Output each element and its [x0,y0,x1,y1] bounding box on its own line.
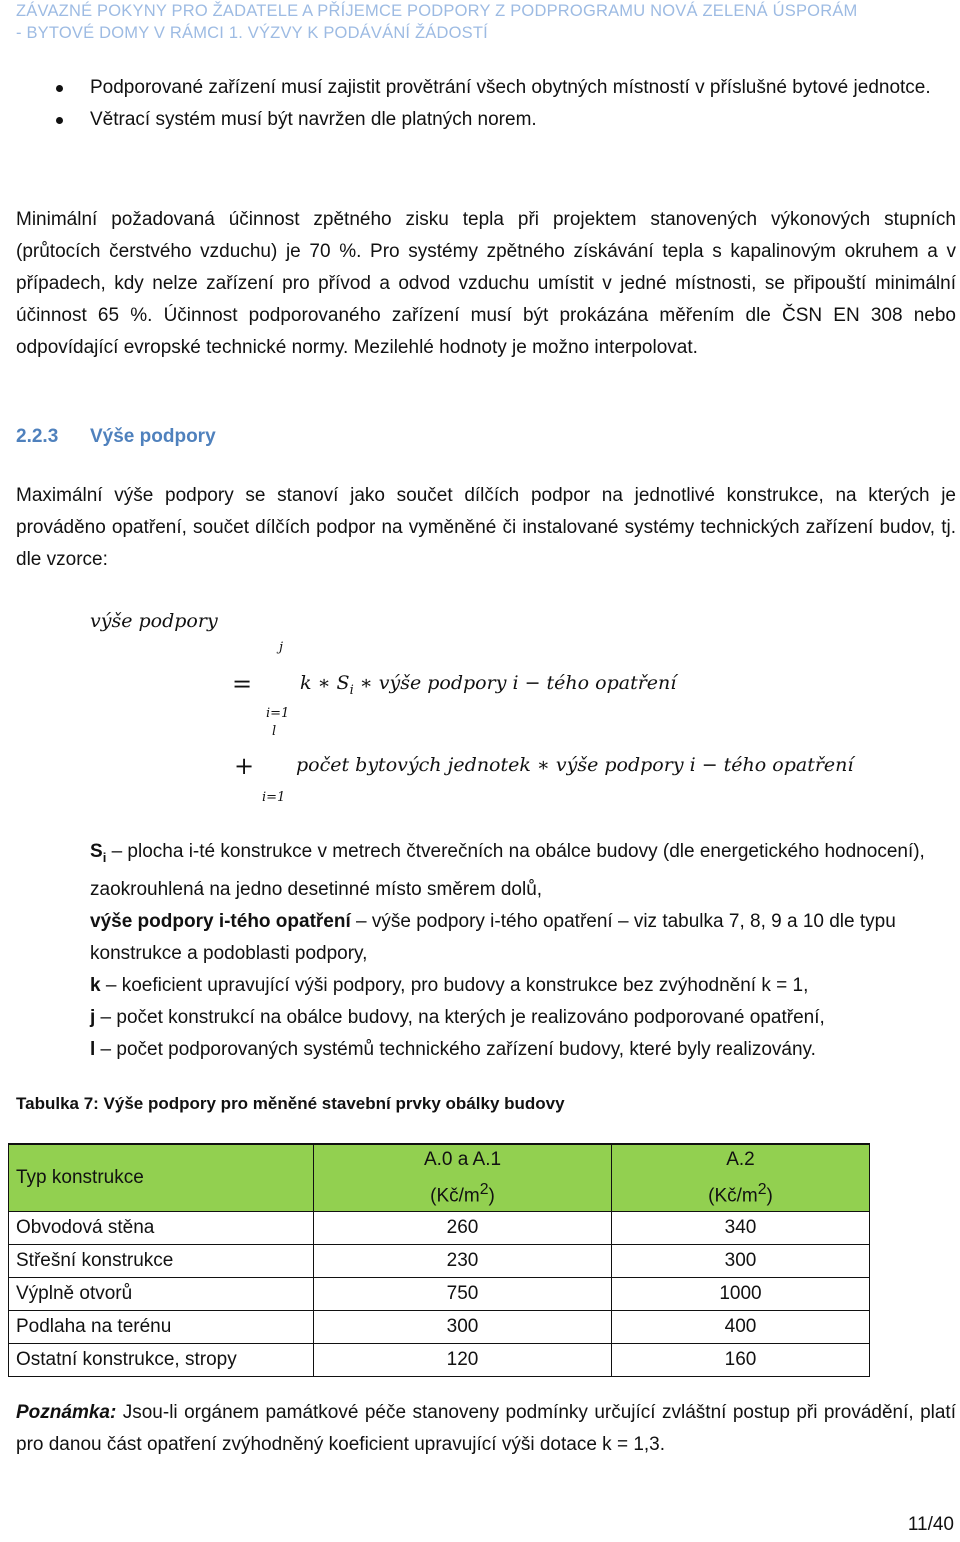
row-label: Výplně otvorů [9,1278,314,1311]
bullet-dot-icon [56,85,63,92]
bullet-dot-icon [56,117,63,124]
formula-sum1-lower: i=1 [266,706,290,721]
support-table [8,1143,870,1377]
formula-sum1-upper: j [279,640,284,655]
variable-definitions [90,836,940,1066]
support-formula [0,600,960,820]
row-label: Ostatní konstrukce, stropy [9,1344,314,1377]
header-type: Typ konstrukce [9,1144,314,1212]
row-value-a: 230 [314,1245,612,1278]
header-a2: A.2 $(Kč/m^2)$ [612,1144,870,1212]
efficiency-paragraph: Minimální požadovaná účinnost zpětného zisku tepla při projektem stanovených výkonových stupních (průtocích čerstvého vzduchu) je 70 %. Pro systémy zpětného získávání tepla s kapalinovým okruhem a v případech, kdy nelze zařízení pro přívod a odvod vzduchu umístit v jedné místnosti, se připouští minimální účinnost 65 %. Účinnost podporovaného zařízení musí být prokázána měřením dle ČSN EN 308 nebo odpovídající evropské technické normy. Mezilehlé hodnoty je možno interpolovat. [16,209,956,358]
row-value-b: 340 [612,1212,870,1245]
definition-item: výše podpory i-tého opatření – výše podpory i-tého opatření – viz tabulka 7, 8, 9 a 10 dle typu konstrukce a podoblasti podpory, [90,910,896,964]
support-paragraph: Maximální výše podpory se stanoví jako součet dílčích podpor na jednotlivé konstrukce, na kterých je prováděno opatření, součet dílčích podpor na vyměněné či instalované systémy technických zařízení budov, tj. dle vzorce: [16,485,956,570]
row-label: Obvodová stěna [9,1212,314,1245]
table-row [9,1344,870,1377]
row-value-b: 160 [612,1344,870,1377]
formula-term1: k ∗ $S_i$ ∗ výše podpory i − tého opatření [300,672,677,698]
row-value-a: 260 [314,1212,612,1245]
header-line-1: ZÁVAZNÉ POKYNY PRO ŽADATELE A PŘÍJEMCE PODPORY Z PODPROGRAMU NOVÁ ZELENÁ ÚSPORÁM [16,2,858,20]
formula-term2: počet bytových jednotek ∗ výše podpory i − tého opatření [296,754,854,776]
definition-item: l – počet podporovaných systémů technického zařízení budovy, které byly realizovány. [90,1038,816,1060]
row-value-b: 400 [612,1311,870,1344]
table-caption: Tabulka 7: Výše podpory pro měněné stavební prvky obálky budovy [16,1094,565,1113]
note-label: Poznámka: [16,1402,117,1423]
definition-item: j – počet konstrukcí na obálce budovy, na kterých je realizováno podporované opatření, [90,1006,825,1028]
row-value-a: 300 [314,1311,612,1344]
definition-item: k – koeficient upravující výši podpory, pro budovy a konstrukce bez zvýhodnění k = 1, [90,974,809,996]
row-value-b: 300 [612,1245,870,1278]
note-text: Jsou-li orgánem památkové péče stanoveny podmínky určující zvláštní postup při provádění, platí pro danou část opatření zvýhodněný koeficient upravující výši dotace k = 1,3. [16,1402,956,1455]
table-note [16,1397,956,1461]
table-header-row [9,1144,870,1212]
bullet-item: Podporované zařízení musí zajistit provětrání všech obytných místností v příslušné bytové jednotce. [16,72,956,104]
row-label: Střešní konstrukce [9,1245,314,1278]
row-value-a: 750 [314,1278,612,1311]
formula-equals: = [232,670,253,698]
section-number: 2.2.3 [16,426,59,447]
formula-lhs: výše podpory [90,610,218,632]
row-label: Podlaha na terénu [9,1311,314,1344]
row-value-b: 1000 [612,1278,870,1311]
bullet-item: Větrací systém musí být navržen dle platných norem. [16,104,956,136]
running-header [16,0,946,44]
table-row [9,1245,870,1278]
formula-sum2-upper: l [272,724,277,739]
table-row [9,1212,870,1245]
formula-sum2-lower: i=1 [262,790,286,805]
formula-plus: + [234,752,255,780]
row-value-a: 120 [314,1344,612,1377]
definition-item: $S_i$ – plocha i-té konstrukce v metrech čtverečních na obálce budovy (dle energetického hodnocení), zaokrouhlená na jedno desetinné místo směrem dolů, [90,841,925,900]
section-title: Výše podpory [90,426,216,447]
header-line-2: - BYTOVÉ DOMY V RÁMCI 1. VÝZVY K PODÁVÁNÍ ŽÁDOSTÍ [16,24,488,42]
table-row [9,1311,870,1344]
header-a0-a1: A.0 a A.1 $(Kč/m^2)$ [314,1144,612,1212]
section-heading [16,426,216,448]
table-row [9,1278,870,1311]
bullet-list [16,72,956,136]
page-number: 11/40 [907,1514,954,1535]
